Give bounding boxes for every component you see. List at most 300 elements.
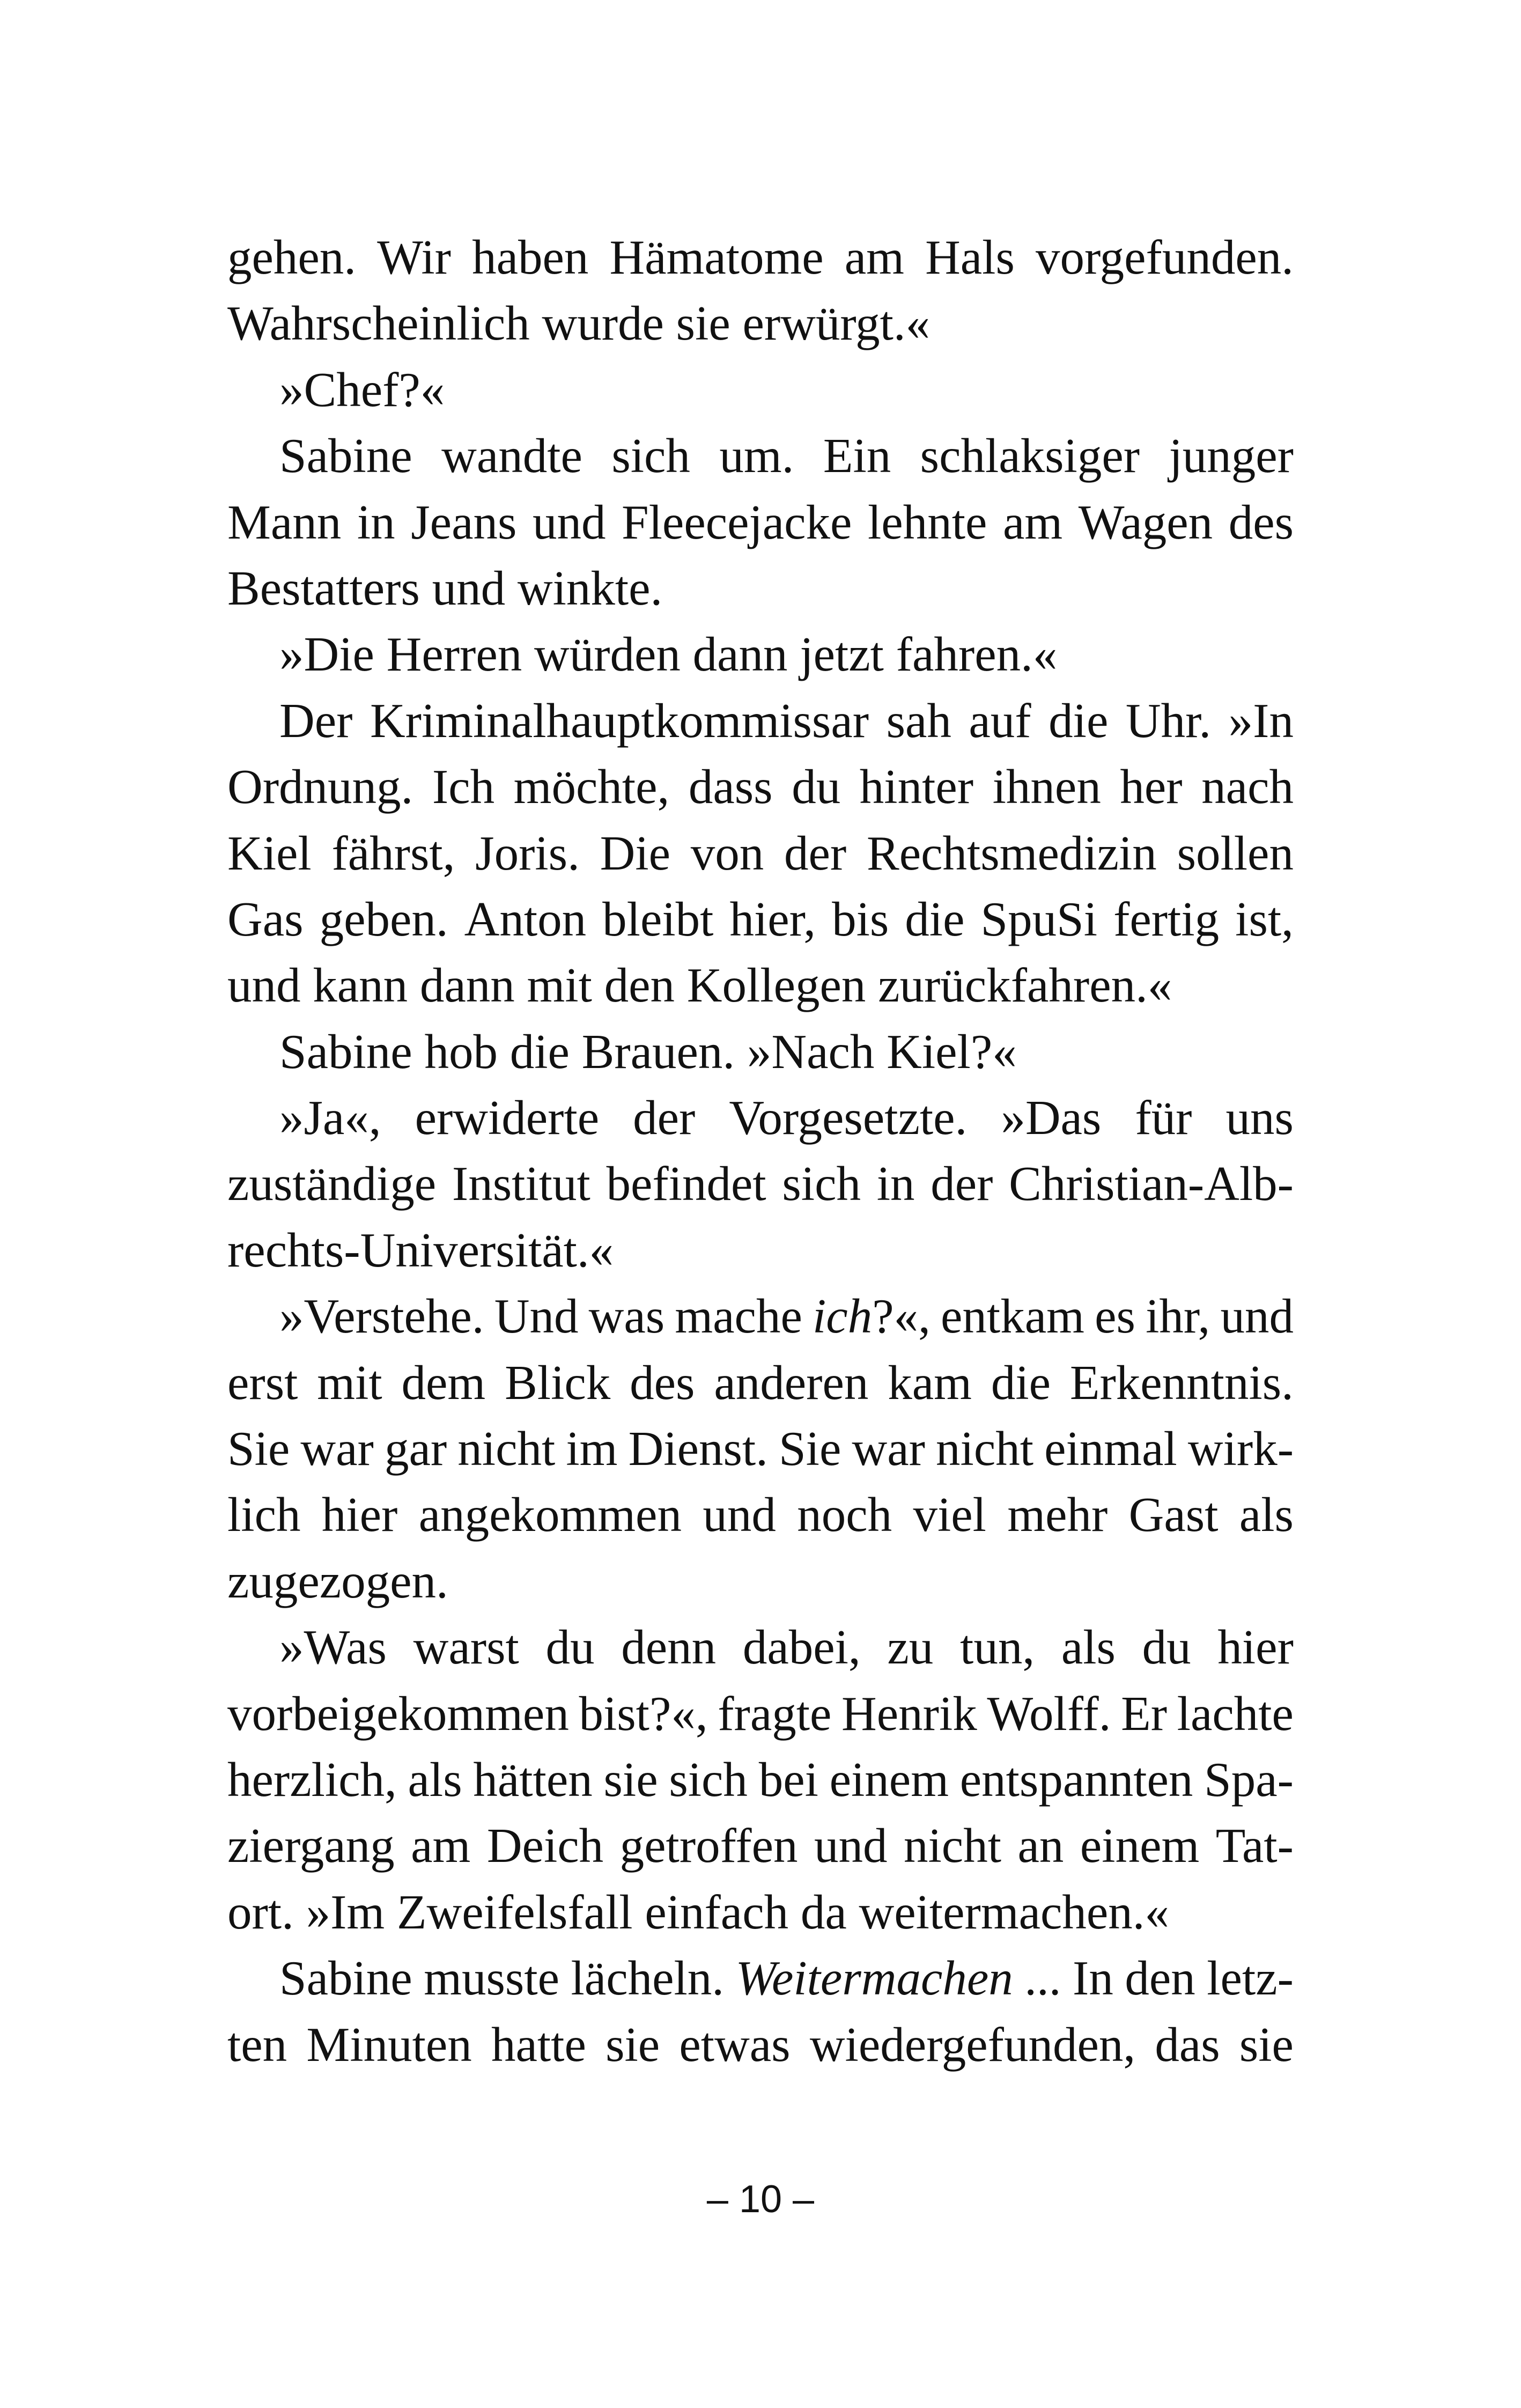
word: [810, 2012, 1135, 2078]
text-run: rechts-Universität.«: [227, 1223, 614, 1277]
word: [845, 224, 904, 290]
word: [589, 1283, 665, 1349]
text-run: des: [1228, 495, 1294, 549]
text-run: »Nach: [747, 1024, 875, 1079]
word: [718, 1681, 831, 1747]
text-run: Deich: [486, 1818, 604, 1873]
text-run: lich: [227, 1487, 301, 1542]
text-run: war: [852, 1422, 925, 1476]
text-run: du: [792, 760, 841, 814]
text-run: Fleecejacke: [622, 495, 852, 549]
text-run: »Die: [279, 627, 374, 682]
word: [736, 1945, 1013, 2011]
text-run: Blick: [505, 1355, 611, 1410]
word: [1044, 1416, 1177, 1482]
word: [669, 1747, 748, 1813]
word: [227, 489, 341, 555]
word: [611, 423, 690, 489]
text-line: [227, 423, 1294, 489]
text-run: gar: [384, 1422, 447, 1476]
text-run: bei: [758, 1752, 818, 1807]
text-run: nicht: [936, 1422, 1033, 1476]
word: [227, 820, 312, 886]
text-run: wiedergefunden,: [809, 2017, 1136, 2072]
text-run: das: [1155, 2017, 1220, 2072]
word: [300, 1416, 373, 1482]
text-run: Und: [494, 1289, 579, 1344]
word: [1129, 1482, 1219, 1548]
word: [419, 1482, 682, 1548]
word: [1120, 754, 1182, 820]
word: [814, 1813, 888, 1879]
word: [441, 423, 582, 489]
word: [1070, 1350, 1294, 1416]
word: [227, 2012, 287, 2078]
word: [1188, 1416, 1294, 1482]
text-run: sollen: [1177, 826, 1294, 880]
word: [931, 1151, 993, 1217]
text-run: von: [690, 826, 764, 880]
text-run: sich: [669, 1752, 748, 1807]
word: [633, 1085, 695, 1151]
word: [1142, 1614, 1191, 1680]
text-run: Sabine: [279, 1024, 412, 1079]
text-line: [227, 1614, 1294, 1680]
word: [1095, 1283, 1135, 1349]
word: [941, 1283, 1084, 1349]
text-run: getroffen: [619, 1818, 798, 1873]
word: [279, 1085, 381, 1151]
text-run: im: [566, 1422, 618, 1476]
text-line: [227, 1283, 1294, 1349]
text-run: und: [227, 958, 301, 1013]
text-line: [227, 1548, 1294, 1614]
word: [743, 290, 931, 356]
text-run: als: [408, 1752, 462, 1807]
word: [1113, 886, 1219, 952]
text-line: [227, 555, 1294, 621]
text-run: Wagen: [1078, 495, 1213, 549]
word: [782, 1151, 861, 1217]
text-run: am: [411, 1818, 471, 1873]
word: [411, 1813, 470, 1879]
text-run: mit: [317, 1355, 382, 1410]
text-run: hinter: [859, 760, 974, 814]
word: [227, 224, 356, 290]
word: [227, 1416, 290, 1482]
word: [887, 1614, 933, 1680]
text-run: Vorgesetzte.: [729, 1091, 968, 1145]
word: [1003, 489, 1062, 555]
word: [571, 1945, 725, 2011]
word: [279, 621, 374, 687]
word: [1235, 886, 1294, 952]
word: [691, 820, 764, 886]
text-line: [227, 1879, 1294, 1945]
text-run: nicht: [457, 1422, 556, 1476]
text-run: die: [905, 892, 965, 946]
text-line: [227, 1813, 1294, 1879]
word: [1217, 1614, 1293, 1680]
text-run: »Chef?«: [279, 362, 445, 417]
word: [703, 1482, 776, 1548]
text-run: lächeln.: [571, 1951, 725, 2006]
word: [322, 1482, 397, 1548]
word: [714, 1350, 868, 1416]
text-run: hatte: [491, 2017, 586, 2072]
word: [227, 754, 413, 820]
text-run: uns: [1225, 1091, 1294, 1145]
text-run: bleibt: [602, 892, 714, 946]
word: [896, 621, 1058, 687]
text-run: würden: [534, 627, 681, 682]
word: [987, 1681, 1111, 1747]
word: [693, 621, 788, 687]
word: [424, 1019, 498, 1085]
text-run: sah: [886, 693, 951, 748]
text-run: Herren: [386, 627, 522, 682]
text-line: [227, 1019, 1294, 1085]
text-run: als: [1061, 1620, 1116, 1675]
word: [415, 1085, 600, 1151]
word: [1073, 1945, 1113, 2011]
word: [452, 1151, 590, 1217]
word: [387, 621, 522, 687]
text-run: mehr: [1007, 1487, 1108, 1542]
word: [905, 886, 964, 952]
word: [620, 1813, 798, 1879]
word: [981, 886, 1098, 952]
text-run: dann: [692, 627, 788, 682]
text-run: schlaksiger: [920, 429, 1140, 483]
text-run: Minuten: [306, 2017, 472, 2072]
text-run: »Ja«,: [279, 1091, 381, 1145]
word: [606, 2012, 660, 2078]
word: [320, 886, 448, 952]
text-run: und: [532, 495, 606, 549]
text-run: einmal: [1044, 1422, 1177, 1476]
italic-text: Weitermachen: [735, 1951, 1013, 2006]
text-run: an: [1017, 1818, 1064, 1873]
word: [604, 1747, 658, 1813]
text-run: es: [1095, 1289, 1135, 1344]
word: [1009, 1151, 1294, 1217]
text-run: hier: [321, 1487, 398, 1542]
word: [432, 555, 506, 621]
text-run: sie: [606, 2017, 660, 2072]
word: [527, 952, 592, 1018]
word: [227, 1217, 614, 1283]
word: [1207, 1945, 1294, 2011]
text-run: Hals: [925, 230, 1015, 284]
word: [609, 224, 823, 290]
text-run: und: [703, 1487, 776, 1542]
text-line: [227, 489, 1294, 555]
word: [1177, 1681, 1294, 1747]
word: [279, 688, 352, 754]
text-run: Sie: [779, 1422, 841, 1476]
text-run: Mann: [227, 495, 342, 549]
text-line: [227, 1681, 1294, 1747]
word: [936, 1416, 1033, 1482]
word: [888, 1350, 972, 1416]
word: [630, 1350, 695, 1416]
text-run: Die: [600, 826, 670, 880]
text-run: fahren.«: [896, 627, 1058, 682]
text-run: zuständige: [227, 1157, 437, 1211]
word: [370, 688, 869, 754]
page-number: – 10 –: [706, 2178, 815, 2221]
text-run: hier: [1217, 1620, 1294, 1675]
word: [621, 1614, 716, 1680]
text-run: am: [1002, 495, 1063, 549]
text-run: einem: [829, 1752, 949, 1807]
text-run: ihr,: [1146, 1289, 1210, 1344]
text-line: [227, 2012, 1294, 2078]
text-line: [227, 952, 1294, 1018]
text-run: angekommen: [418, 1487, 682, 1542]
word: [1239, 2012, 1294, 2078]
text-run: Erkenntnis.: [1069, 1355, 1294, 1410]
text-run: her: [1120, 760, 1183, 814]
word: [1125, 1945, 1195, 2011]
word: [1080, 1813, 1199, 1879]
word: [679, 2012, 790, 2078]
text-run: Sie: [227, 1422, 290, 1476]
text-run: der: [931, 1157, 993, 1211]
text-line: [227, 754, 1294, 820]
word: [1169, 423, 1293, 489]
text-line: [227, 1151, 1294, 1217]
word: [279, 1945, 412, 2011]
word: [1007, 1482, 1107, 1548]
text-run: tun,: [960, 1620, 1035, 1675]
word: [600, 820, 670, 886]
text-run: wurde: [542, 296, 664, 351]
word: [969, 688, 1031, 754]
text-run: mit: [527, 958, 592, 1013]
text-line: [227, 886, 1294, 952]
word: [676, 290, 730, 356]
word: [867, 820, 1157, 886]
text-run: Wahrscheinlich: [227, 296, 530, 351]
text-run: geben.: [319, 892, 448, 946]
text-run: Ein: [823, 429, 891, 483]
text-run: auf: [969, 693, 1031, 748]
text-run: am: [844, 230, 904, 284]
text-run: möchte,: [513, 760, 670, 814]
text-run: da: [800, 1884, 847, 1939]
text-run: vorbeigekommen: [227, 1686, 569, 1741]
word: [606, 1151, 766, 1217]
word: [1079, 489, 1213, 555]
word: [1201, 754, 1294, 820]
word: [1220, 1283, 1294, 1349]
word: [279, 1019, 412, 1085]
text-run: warst: [413, 1620, 519, 1675]
text-line: [227, 224, 1294, 290]
word: [823, 423, 891, 489]
word: [887, 688, 951, 754]
word: [473, 1747, 592, 1813]
text-run: du: [545, 1620, 595, 1675]
word: [510, 1019, 570, 1085]
text-run: erwürgt.«: [742, 296, 931, 351]
word: [227, 1681, 569, 1747]
text-run: was: [588, 1289, 665, 1344]
word: [227, 1350, 298, 1416]
word: [1204, 1747, 1294, 1813]
text-run: Kiel: [227, 826, 312, 880]
text-run: gehen.: [227, 230, 357, 284]
word: [546, 1614, 595, 1680]
word: [518, 555, 662, 621]
word: [830, 1747, 949, 1813]
text-run: ihnen: [992, 760, 1101, 814]
text-run: als: [1239, 1487, 1294, 1542]
word: [622, 489, 852, 555]
italic-text: ich: [813, 1289, 873, 1344]
word: [408, 1747, 462, 1813]
text-run: die: [1049, 693, 1109, 748]
text-run: war: [300, 1422, 374, 1476]
word: [1036, 224, 1294, 290]
text-run: befindet: [606, 1157, 766, 1211]
text-run: bis: [832, 892, 889, 946]
word: [227, 555, 420, 621]
text-run: Uhr.: [1125, 693, 1212, 748]
word: [602, 886, 713, 952]
text-run: in: [357, 495, 395, 549]
text-run: sie: [1239, 2017, 1294, 2072]
text-run: noch: [797, 1487, 892, 1542]
text-line: [227, 688, 1294, 754]
text-run: ist,: [1235, 892, 1294, 946]
text-line: [227, 1217, 1294, 1283]
word: [1177, 820, 1294, 886]
word: [457, 1416, 555, 1482]
word: [279, 1283, 484, 1349]
text-run: etwas: [679, 2017, 791, 2072]
text-run: winkte.: [517, 561, 663, 615]
text-run: einfach: [645, 1884, 789, 1939]
word: [784, 820, 846, 886]
text-run: Jeans: [411, 495, 517, 549]
word: [877, 1151, 915, 1217]
word: [991, 1350, 1051, 1416]
text-run: SpuSi: [980, 892, 1098, 946]
word: [227, 290, 530, 356]
text-run: »Das: [1001, 1091, 1102, 1145]
word: [227, 952, 301, 1018]
word: [1001, 1085, 1101, 1151]
word: [420, 952, 515, 1018]
word: [841, 1681, 977, 1747]
word: [920, 423, 1140, 489]
text-run: Christian-Alb-: [1009, 1157, 1294, 1211]
text-line: [227, 621, 1294, 687]
text-run: fertig: [1113, 892, 1220, 946]
text-run: »Im: [306, 1884, 385, 1939]
word: [743, 1614, 861, 1680]
text-run: anderen: [714, 1355, 869, 1410]
word: [913, 1482, 986, 1548]
word: [227, 1548, 448, 1614]
word: [719, 423, 794, 489]
word: [747, 1019, 875, 1085]
text-run: weitermachen.«: [859, 1884, 1170, 1939]
word: [227, 1747, 397, 1813]
text-run: ort.: [227, 1884, 294, 1939]
text-line: [227, 1945, 1294, 2011]
text-run: und: [432, 561, 506, 615]
body-text: [227, 224, 1294, 2078]
text-run: Der: [279, 693, 353, 748]
word: [1126, 688, 1211, 754]
word: [687, 952, 866, 1018]
word: [475, 820, 580, 886]
word: [357, 489, 395, 555]
word: [377, 224, 451, 290]
word: [792, 754, 840, 820]
word: [494, 1283, 579, 1349]
word: [993, 754, 1101, 820]
word: [432, 754, 494, 820]
text-run: Spa-: [1204, 1752, 1294, 1807]
text-run: Bestatters: [227, 561, 420, 615]
text-run: In: [1073, 1951, 1113, 2006]
text-run: zurückfahren.«: [878, 958, 1172, 1013]
word: [887, 1019, 1017, 1085]
text-run: entspannten: [959, 1752, 1193, 1807]
word: [629, 1416, 768, 1482]
word: [227, 1813, 395, 1879]
text-run: Hämatome: [609, 230, 824, 284]
text-run: zu: [887, 1620, 934, 1675]
word: [675, 1283, 802, 1349]
text-run: Er: [1121, 1686, 1168, 1741]
word: [645, 1879, 788, 1945]
text-run: Kollegen: [686, 958, 866, 1013]
text-run: die: [991, 1355, 1051, 1410]
text-run: Dienst.: [628, 1422, 768, 1476]
text-run: Henrik: [841, 1686, 977, 1741]
word: [759, 1747, 818, 1813]
text-run: Wir: [377, 230, 451, 284]
word: [960, 1747, 1193, 1813]
text-line: [227, 820, 1294, 886]
word: [411, 489, 516, 555]
text-line: [227, 1482, 1294, 1548]
word: [832, 886, 889, 952]
text-run: haben: [472, 230, 589, 284]
text-run: sie: [603, 1752, 658, 1807]
text-run: Institut: [452, 1157, 590, 1211]
text-run: des: [630, 1355, 695, 1410]
text-run: Sabine: [279, 429, 412, 483]
text-run: viel: [913, 1487, 986, 1542]
text-run: kann: [313, 958, 408, 1013]
text-run: dann: [419, 958, 515, 1013]
word: [1049, 688, 1108, 754]
word: [317, 1350, 382, 1416]
text-run: lachte: [1177, 1686, 1294, 1741]
word: [1229, 489, 1294, 555]
text-run: ?«,: [872, 1289, 931, 1344]
word: [813, 1283, 931, 1349]
word: [604, 952, 675, 1018]
word: [533, 489, 606, 555]
